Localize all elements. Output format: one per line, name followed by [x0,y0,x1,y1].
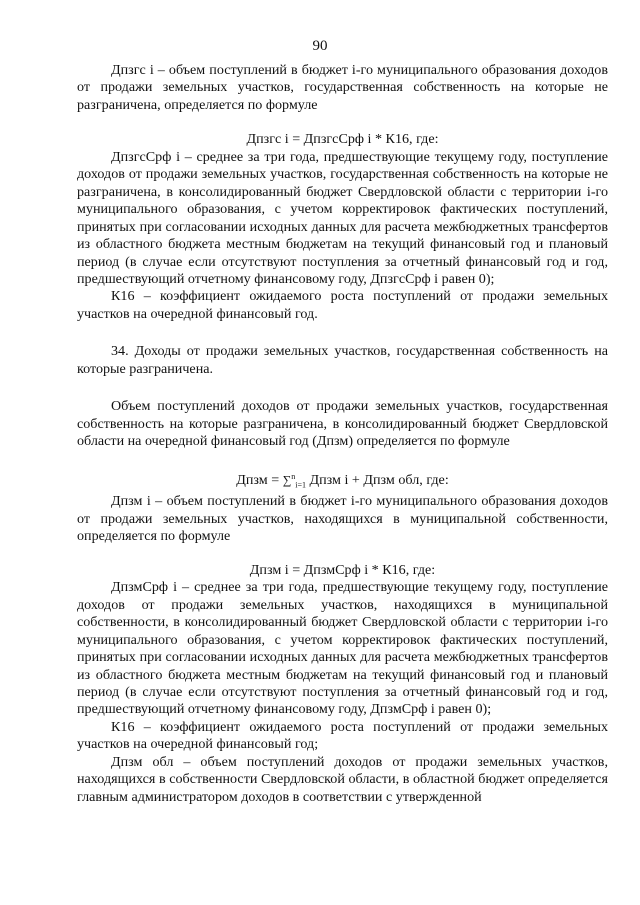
sum-lower-limit: i=1 [295,480,306,489]
section-34-heading: 34. Доходы от продажи земельных участков, государственная собственность на которые разграничена. [77,343,608,377]
paragraph-k16-definition: К16 – коэффициент ожидаемого роста поступлений от продажи земельных участков на очередной финансовый год. [77,288,608,322]
paragraph-dpzm-i-definition: Дпзм i – объем поступлений в бюджет i-го муниципального образования доходов от продажи земельных участков, находящихся в муниципальной собственности, определяется по формуле [77,493,608,545]
paragraph-dpzgssrf-definition: ДпзгсСрф i – среднее за три года, предшествующие текущему году, поступление доходов от продажи земельных участков, государственная собственность на которые не разграничена, в консолидированный бюджет Свердловской области с территории i-го муниципального образования, с учетом корректировок фактических поступлений, принятых при согласовании исходных данных для расчета межбюджетных трансфертов из областного бюджета местным бюджетам на текущий финансовый год и плановый период (в случае если отсутствуют поступления за отчетный финансовый год и год, предшествующий отчетному финансовому году, ДпзгсСрф i равен 0); [77,148,608,287]
formula-dpzgs: Дпзгс i = ДпзгсСрф i * К16, где: [246,131,439,148]
formula-dpzm-sum [77,468,608,494]
formula-dpzm-i: Дпзм i = ДпзмСрф i * К16, где: [249,561,436,578]
paragraph-dpzgs-definition: Дпзгс i – объем поступлений в бюджет i-го муниципального образования доходов от продажи земельных участков, государственная собственность на которые не разграничена, определяется по формуле [77,62,608,113]
paragraph-dpzm-obl-definition: Дпзм обл – объем поступлений доходов от продажи земельных участков, находящихся в собственности Свердловской области, в областной бюджет определяется главным администратором доходов в соответствии с утвержденной [77,753,608,805]
sum-upper-limit: n [291,471,296,481]
formula-rhs: Дпзм i + Дпзм обл, где: [306,471,449,488]
formula-lhs: Дпзм = [236,471,283,488]
paragraph-k16-definition-2: К16 – коэффициент ожидаемого роста поступлений от продажи земельных участков на очередной финансовый год; [77,718,608,753]
document-body [77,62,608,806]
paragraph-dpzm-volume: Объем поступлений доходов от продажи земельных участков, государственная собственность на которые разграничена, в консолидированный бюджет Свердловской области на очередной финансовый год (Дпзм) определяется по формуле [77,398,608,450]
sum-sign: ∑ [282,472,292,487]
paragraph-dpzmsrf-definition: ДпзмСрф i – среднее за три года, предшествующие текущему году, поступление доходов от продажи земельных участков, находящихся в муниципальной собственности, в консолидированный бюджет Свердловской области с территории i-го муниципального образования, с учетом корректировок фактических поступлений, принятых при согласовании исходных данных для расчета межбюджетных трансфертов из областного бюджета местным бюджетам на текущий финансовый год и плановый период (в случае если отсутствуют поступления за отчетный финансовый год и год, предшествующий отчетному финансовому году, ДпзмСрф i равен 0); [77,579,608,718]
sum-symbol [283,473,306,487]
page-number: 90 [312,38,328,54]
